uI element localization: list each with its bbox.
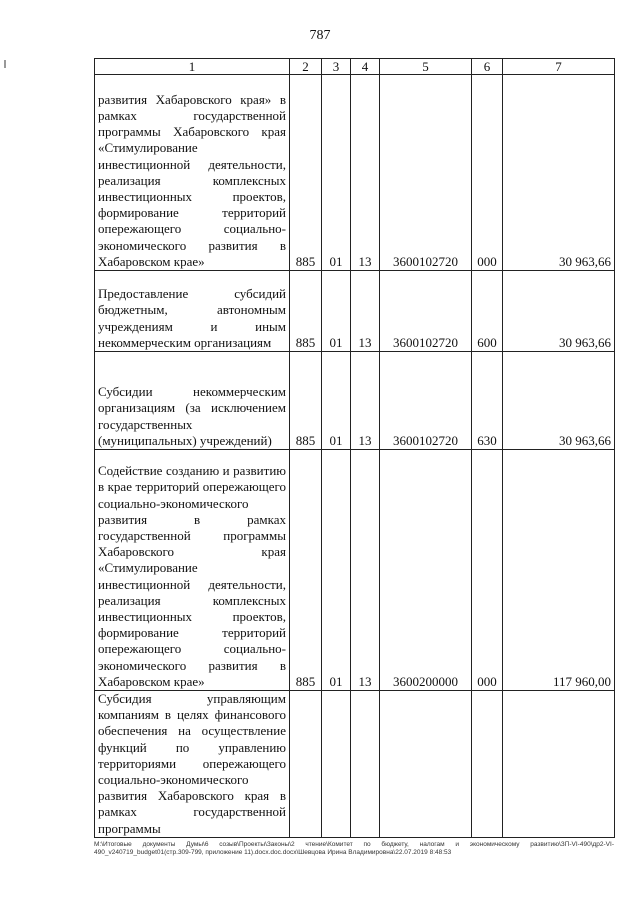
row-name-cell <box>95 352 290 450</box>
target-article-cell: 3600102720 <box>380 75 472 271</box>
table-row <box>95 271 615 352</box>
document-path-footer: M:\Итоговые документы Думы\6 созыв\Проекты\Законы\2 чтение\Комитет по бюджету, налогам и экономическому развитию\ЗП-VI-490\др2-VI-490_v240719_budget01(стр.309-799, приложение 11).docx.doc.docx\Шевцова Ирина Владимировна\22.07.2019 8:48:53 <box>94 841 614 856</box>
expense-type-cell: 630 <box>472 352 503 450</box>
amount-cell: 117 960,00 <box>503 450 615 691</box>
expense-type-cell: 000 <box>472 75 503 271</box>
section-cell: 01 <box>322 450 351 691</box>
target-article-cell: 3600102720 <box>380 352 472 450</box>
subsection-cell: 13 <box>351 352 380 450</box>
scan-mark <box>4 60 6 68</box>
target-article-cell <box>380 691 472 838</box>
subsection-cell: 13 <box>351 75 380 271</box>
header-cell: 2 <box>290 59 322 75</box>
budget-table <box>94 58 615 838</box>
header-cell: 4 <box>351 59 380 75</box>
subsection-cell <box>351 691 380 838</box>
section-cell: 01 <box>322 75 351 271</box>
row-name: Содействие созданию и развитию в крае территорий опережающего социально-экономического развития в рамках государственной программы Хабаровского края «Стимулирование инвестиционной деятельности, реализация комплексных инвестиционных проектов, формирование территорий опережающего социально-экономического развития в Хабаровском крае» <box>98 463 286 689</box>
row-name-cell <box>95 450 290 691</box>
row-name-cell <box>95 271 290 352</box>
header-cell: 3 <box>322 59 351 75</box>
amount-cell: 30 963,66 <box>503 271 615 352</box>
page-number: 787 <box>309 28 331 43</box>
subsection-cell: 13 <box>351 450 380 691</box>
grbs-cell <box>290 691 322 838</box>
grbs-cell: 885 <box>290 271 322 352</box>
grbs-cell: 885 <box>290 450 322 691</box>
header-cell: 1 <box>95 59 290 75</box>
amount-cell: 30 963,66 <box>503 75 615 271</box>
grbs-cell: 885 <box>290 75 322 271</box>
row-name: Субсидия управляющим компаниям в целях финансового обеспечения на осуществление функций по управлению территориями опережающего социально-экономического развития Хабаровского края в рамках государственной программы <box>98 691 286 836</box>
subsection-cell: 13 <box>351 271 380 352</box>
grbs-cell: 885 <box>290 352 322 450</box>
table-row <box>95 691 615 838</box>
section-cell <box>322 691 351 838</box>
table-row <box>95 352 615 450</box>
expense-type-cell <box>472 691 503 838</box>
section-cell: 01 <box>322 271 351 352</box>
expense-type-cell: 000 <box>472 450 503 691</box>
amount-cell <box>503 691 615 838</box>
target-article-cell: 3600102720 <box>380 271 472 352</box>
table-row <box>95 450 615 691</box>
expense-type-cell: 600 <box>472 271 503 352</box>
row-name: Субсидии некоммерческим организациям (за исключением государственных (муниципальных) учреждений) <box>98 384 286 448</box>
amount-cell: 30 963,66 <box>503 352 615 450</box>
header-cell: 6 <box>472 59 503 75</box>
row-name-cell <box>95 75 290 271</box>
header-row <box>95 59 615 75</box>
target-article-cell: 3600200000 <box>380 450 472 691</box>
row-name-cell <box>95 691 290 838</box>
row-name: развития Хабаровского края» в рамках государственной программы Хабаровского края «Стимулирование инвестиционной деятельности, реализация комплексных инвестиционных проектов, формирование территорий опережающего социально-экономического развития в Хабаровском крае» <box>98 91 286 269</box>
header-cell: 5 <box>380 59 472 75</box>
table-row <box>95 75 615 271</box>
section-cell: 01 <box>322 352 351 450</box>
header-cell: 7 <box>503 59 615 75</box>
row-name: Предоставление субсидий бюджетным, автономным учреждениям и иным некоммерческим организациям <box>98 286 286 350</box>
